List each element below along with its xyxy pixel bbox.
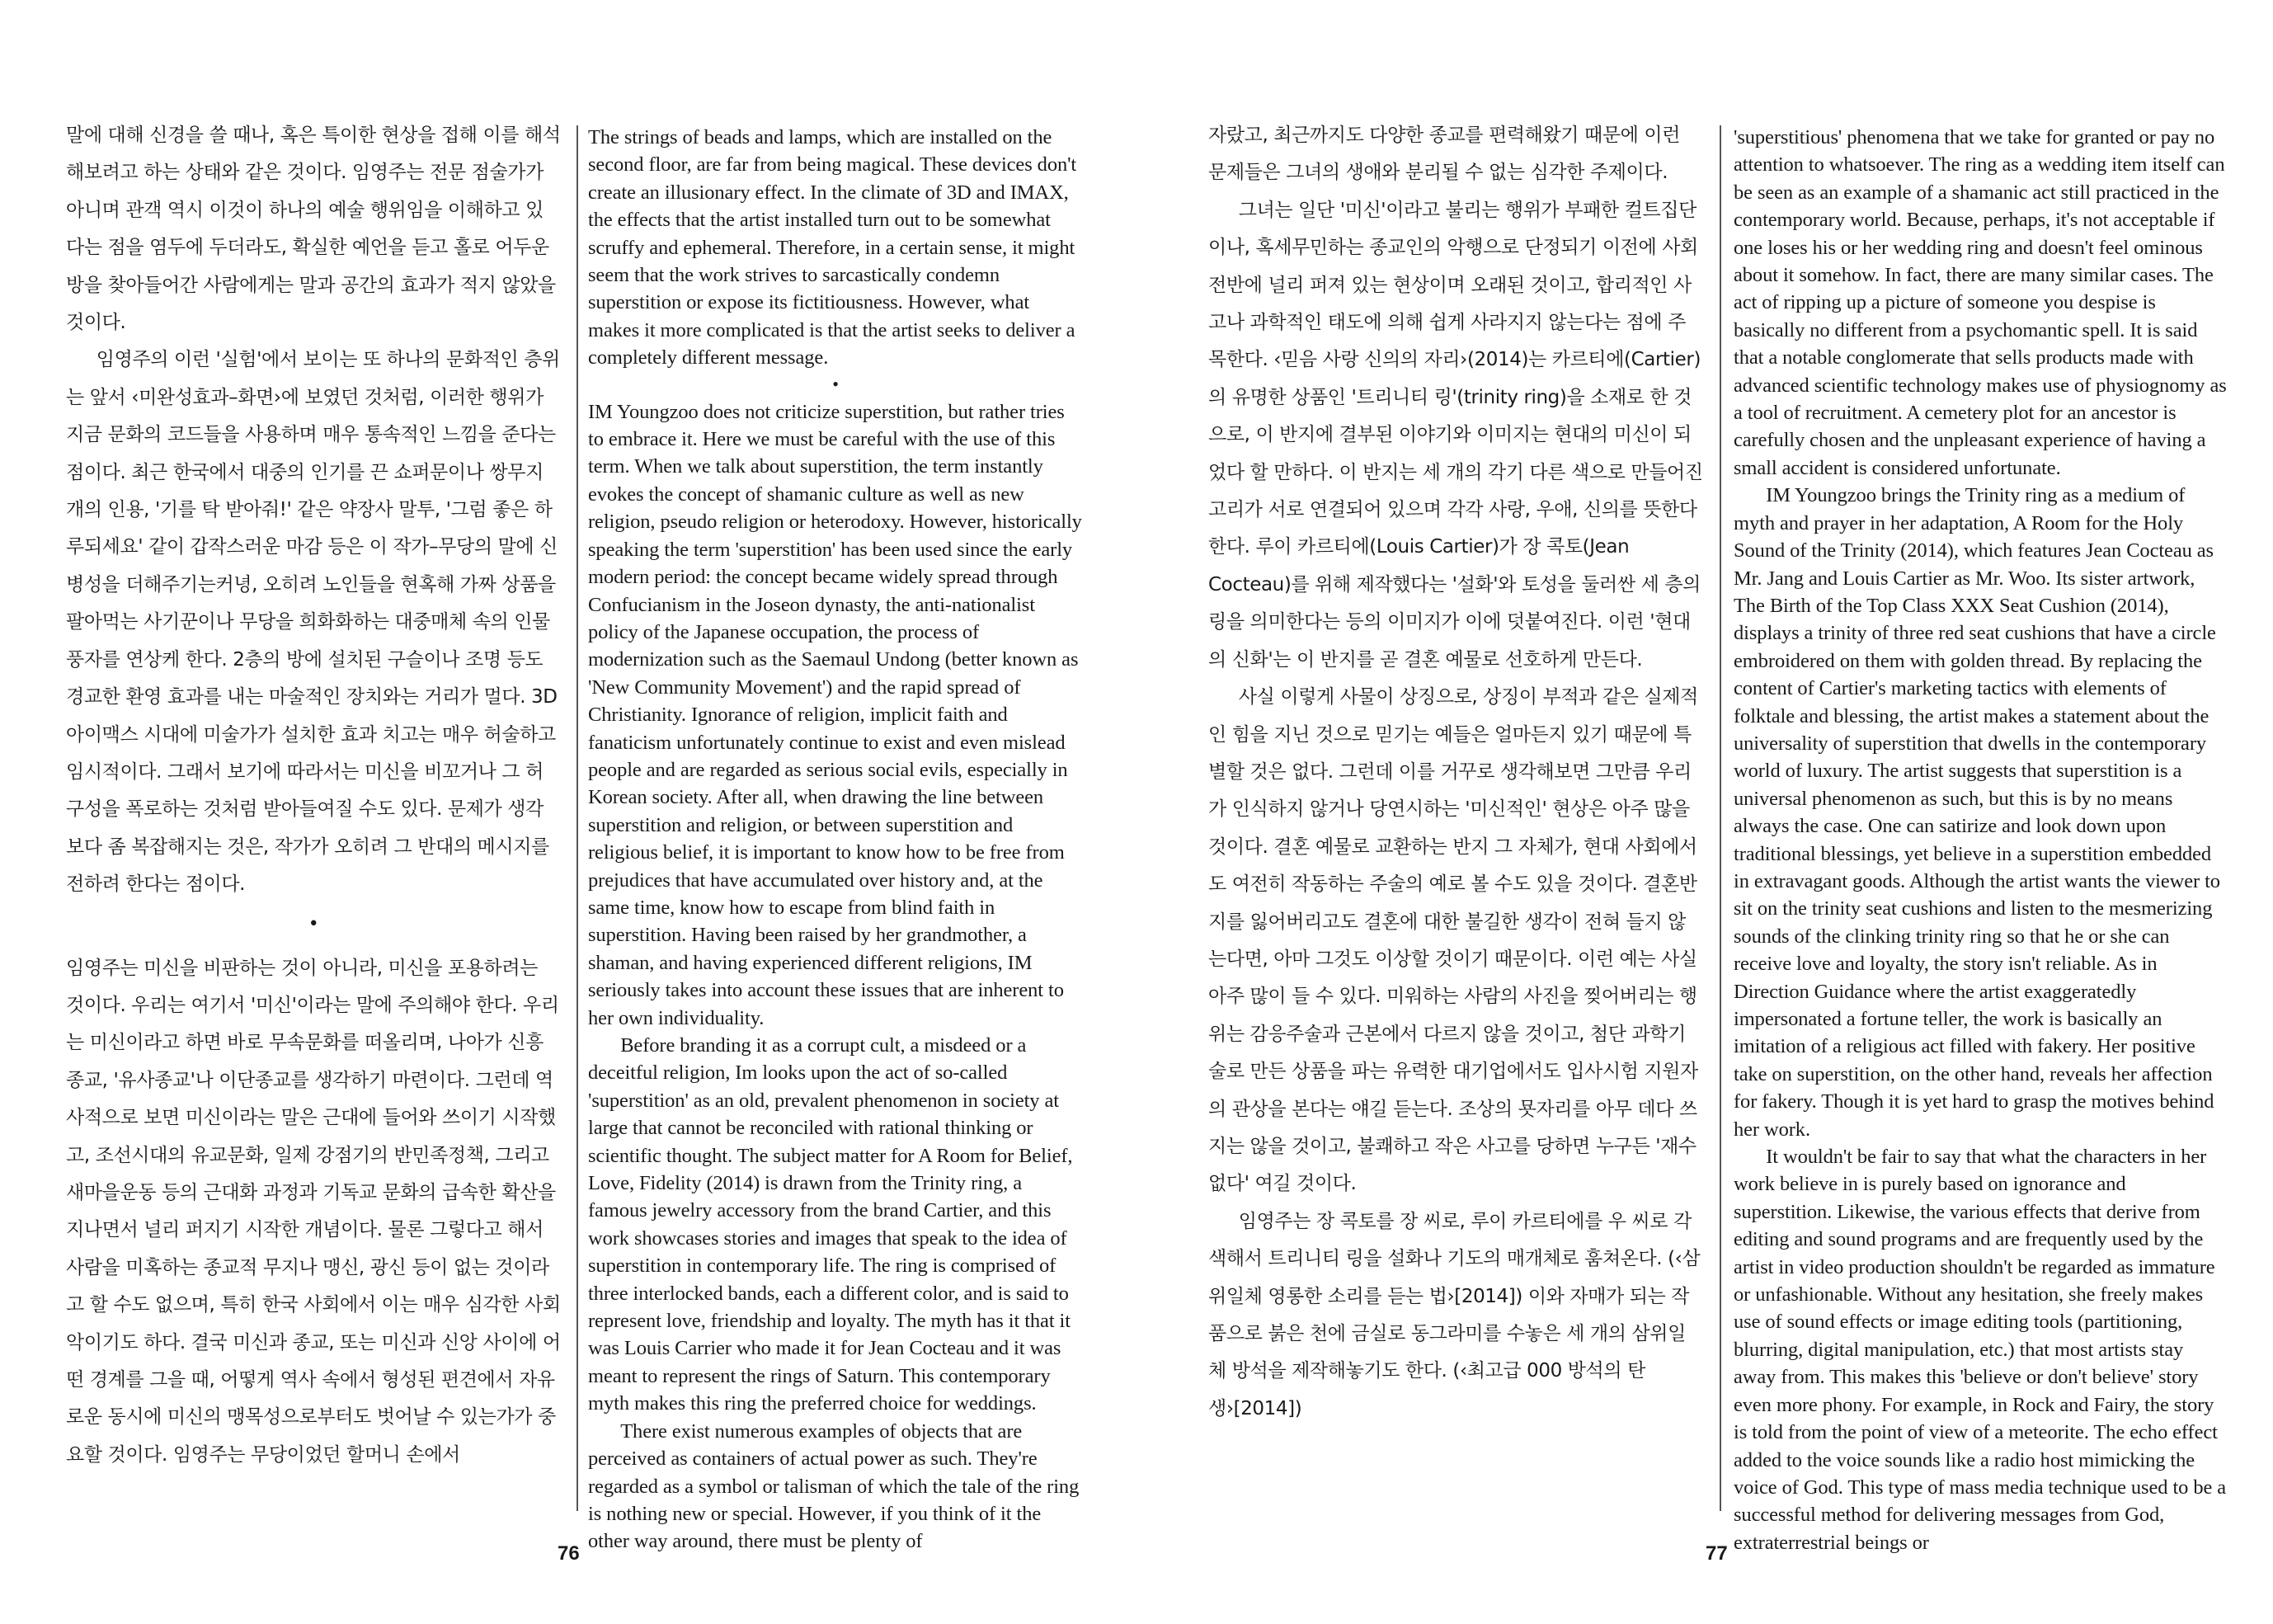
right-column-divider bbox=[1720, 125, 1721, 1511]
korean-paragraph: 사실 이렇게 사물이 상징으로, 상징이 부적과 같은 실제적인 힘을 지닌 것으로 믿기는 예들은 얼마든지 있기 때문에 특별할 것은 없다. 그런데 이를 거꾸로 생각해보면 그만큼 우리가 인식하지 않거나 당연시하는 '미신적인' 현상은 아주 많을 것이다. 결혼 예물로 교환하는 반지 그 자체가, 현대 사회에서도 여전히 작동하는 주술의 예로 볼 수도 있을 것이다. 결혼반지를 잃어버리고도 결혼에 대한 불길한 생각이 전혀 들지 않는다면, 아마 그것도 이상할 것이기 때문이다. 이런 예는 사실 아주 많이 들 수 있다. 미워하는 사람의 사진을 찢어버리는 행위는 감응주술과 근본에서 다르지 않을 것이고, 첨단 과학기술로 만든 상품을 파는 유력한 대기업에서도 입사시험 지원자의 관상을 본다는 얘길 듣는다. 조상의 묫자리를 아무 데다 쓰지는 않을 것이고, 불쾌하고 작은 사고를 당하면 누구든 '재수 없다' 여길 것이다. bbox=[1208, 686, 1698, 1195]
page-number-right: 77 bbox=[1706, 1542, 1728, 1565]
section-separator: • bbox=[832, 373, 839, 394]
page-number-left: 76 bbox=[558, 1542, 580, 1565]
english-paragraph: There exist numerous examples of objects that are perceived as containers of actual power as such. They're regarded as a symbol or talisman of which the tale of the ring is nothing new or special. However, if you think of it the other way around, there must be plenty of bbox=[588, 1419, 1080, 1553]
right-english-column bbox=[1734, 124, 2228, 1575]
left-english-column bbox=[588, 124, 1083, 1575]
right-korean-column bbox=[1208, 117, 1703, 1593]
korean-paragraph: 말에 대해 신경을 쓸 때나, 혹은 특이한 현상을 접해 이를 해석해보려고 하는 상태와 같은 것이다. 임영주는 전문 점술가가 아니며 관객 역시 이것이 하나의 예술 행위임을 이해하고 있다는 점을 염두에 두더라도, 확실한 예언을 듣고 홀로 어두운 방을 찾아들어간 사람에게는 말과 공간의 효과가 적지 않았을 것이다. bbox=[66, 125, 561, 334]
english-paragraph: IM Youngzoo does not criticize superstition, but rather tries to embrace it. Here we must be careful with the use of this term. When we talk about superstition, the term instantly evokes the concept of shamanic culture as well as new religion, pseudo religion or heterodoxy. However, historically speaking the term 'superstition' has been used since the early modern period: the concept became widely spread through Confucianism in the Joseon dynasty, the anti-nationalist policy of the Japanese occupation, the process of modernization such as the Saemaul Undong (better known as 'New Community Movement') and the rapid spread of Christianity. Ignorance of religion, implicit faith and fanaticism unfortunately continue to exist and even mislead people and are regarded as serious social evils, especially in Korean society. After all, when drawing the line between superstition and religion, or between superstition and religious belief, it is important to know how to be free from prejudices that have accumulated over history and, at the same time, know how to escape from blind faith in superstition. Having been raised by her grandmother, a shaman, and having experienced different religions, IM seriously takes into account these issues that are inherent to her own individuality. bbox=[588, 400, 1082, 1029]
korean-paragraph: 임영주는 장 콕토를 장 씨로, 루이 카르티에를 우 씨로 각색해서 트리니티 링을 설화나 기도의 매개체로 훔쳐온다. (‹삼위일체 영롱한 소리를 듣는 법›[2014]) 이와 자매가 되는 작품으로 붉은 천에 금실로 동그라미를 수놓은 세 개의 삼위일체 방석을 제작해놓기도 한다. (‹최고급 000 방석의 탄생›[2014]) bbox=[1208, 1210, 1701, 1419]
korean-paragraph: 임영주는 미신을 비판하는 것이 아니라, 미신을 포용하려는 것이다. 우리는 여기서 '미신'이라는 말에 주의해야 한다. 우리는 미신이라고 하면 바로 무속문화를 떠올리며, 나아가 신흥종교, '유사종교'나 이단종교를 생각하기 마련이다. 그런데 역사적으로 보면 미신이라는 말은 근대에 들어와 쓰이기 시작했고, 조선시대의 유교문화, 일제 강점기의 반민족정책, 그리고 새마을운동 등의 근대화 과정과 기독교 문화의 급속한 확산을 지나면서 널리 퍼지기 시작한 개념이다. 물론 그렇다고 해서 사람을 미혹하는 종교적 무지나 맹신, 광신 등이 없는 것이라고 할 수도 없으며, 특히 한국 사회에서 이는 매우 심각한 사회악이기도 하다. 결국 미신과 종교, 또는 미신과 신앙 사이에 어떤 경계를 그을 때, 어떻게 역사 속에서 형성된 편견에서 자유로운 동시에 미신의 맹목성으로부터도 벗어날 수 있는가가 중요할 것이다. 임영주는 무당이었던 할머니 손에서 bbox=[66, 957, 561, 1466]
left-column-divider bbox=[576, 125, 578, 1511]
english-paragraph: 'superstitious' phenomena that we take for granted or pay no attention to whatsoever. The ring as a wedding item itself can be seen as an example of a shamanic act still practiced in the contemporary world. Because, perhaps, it's not acceptable if one loses his or her wedding ring and doesn't feel ominous about it somehow. In fact, there are many similar cases. The act of ripping up a picture of someone you despise is basically no different from a psychomantic spell. It is said that a notable conglomerate that sells products made with advanced scientific technology makes use of physiognomy as a tool of recruitment. A cemetery plot for an ancestor is carefully chosen and the unpleasant experience of having a small accident is considered unfortunate. bbox=[1734, 126, 2227, 479]
korean-paragraph: 자랐고, 최근까지도 다양한 종교를 편력해왔기 때문에 이런 문제들은 그녀의 생애와 분리될 수 없는 심각한 주제이다. bbox=[1208, 125, 1681, 184]
english-paragraph: The strings of beads and lamps, which are installed on the second floor, are far from being magical. These devices don't create an illusionary effect. In the climate of 3D and IMAX, the effects that the artist installed turn out to be somewhat scruffy and ephemeral. Therefore, in a certain sense, it might seem that the work strives to sarcastically condemn superstition or expose its fictitiousness. However, what makes it more complicated is that the artist seeks to deliver a completely different message. bbox=[588, 126, 1077, 370]
korean-paragraph: 그녀는 일단 '미신'이라고 불리는 행위가 부패한 컬트집단이나, 혹세무민하는 종교인의 악행으로 단정되기 이전에 사회 전반에 널리 퍼져 있는 현상이며 오래된 것이고, 합리적인 사고나 과학적인 태도에 의해 쉽게 사라지지 않는다는 점에 주목한다. ‹믿음 사랑 신의의 자리›(2014)는 카르티에(Cartier)의 유명한 상품인 '트리니티 링'(trinity ring)을 소재로 한 것으로, 이 반지에 결부된 이야기와 이미지는 현대의 미신이 되었다 할 만하다. 이 반지는 세 개의 각기 다른 색으로 만들어진 고리가 서로 연결되어 있으며 각각 사랑, 우애, 신의를 뜻한다 한다. 루이 카르티에(Louis Cartier)가 장 콕토(Jean Cocteau)를 위해 제작했다는 '설화'와 토성을 둘러싼 세 층의 링을 의미한다는 등의 이미지가 이에 덧붙여진다. 이런 '현대의 신화'는 이 반지를 곧 결혼 예물로 선호하게 만든다. bbox=[1208, 199, 1703, 671]
section-separator: • bbox=[308, 913, 319, 934]
english-paragraph: Before branding it as a corrupt cult, a misdeed or a deceitful religion, Im looks upon the act of so-called 'superstition' as an old, prevalent phenomenon in society at large that cannot be reconciled with rational thinking or scientific thought. The subject matter for A Room for Belief, Love, Fidelity (2014) is drawn from the Trinity ring, a famous jewelry accessory from the brand Cartier, and this work showcases stories and images that speak to the idea of superstition in contemporary life. The ring is comprised of three interlocked bands, each a different color, and is said to represent love, friendship and loyalty. The myth has it that it was Louis Carrier who made it for Jean Cocteau and it was meant to represent the rings of Saturn. This contemporary myth makes this ring the preferred choice for weddings. bbox=[588, 1034, 1073, 1415]
english-paragraph: It wouldn't be fair to say that what the characters in her work believe in is purely based on ignorance and superstition. Likewise, the various effects that derive from editing and sound programs and are frequently used by the artist in video production shouldn't be regarded as immature or unfashionable. Without any hesitation, she freely makes use of sound effects or image editing tools (partitioning, blurring, digital manipulation, etc.) that most artists stay away from. This makes this 'believe or don't believe' story even more phony. For example, in Rock and Fairy, the story is told from the point of view of a meteorite. The echo effect added to the voice sounds like a radio host mimicking the voice of God. This type of mass media technique used to be a successful method for delivering messages from God, extraterrestrial beings or bbox=[1734, 1146, 2227, 1554]
left-korean-column bbox=[66, 117, 561, 1593]
english-paragraph: IM Youngzoo brings the Trinity ring as a medium of myth and prayer in her adaptation, A Room for the Holy Sound of the Trinity (2014), which features Jean Cocteau as Mr. Jang and Louis Cartier as Mr. Woo. Its sister artwork, The Birth of the Top Class XXX Seat Cushion (2014), displays a trinity of three red seat cushions that have a circle embroidered on them with golden thread. By replacing the content of Cartier's marketing tactics with elements of folktale and blessing, the artist makes a statement about the universality of superstition that dwells in the contemporary world of luxury. The artist suggests that superstition is a universal phenomenon as such, but this is by no means always the case. One can satirize and look down upon traditional blessings, yet believe in a superstition embedded in extravagant goods. Although the artist wants the viewer to sit on the trinity seat cushions and listen to the mesmerizing sounds of the clinking trinity ring so that he or she can receive love and loyalty, the story isn't reliable. As in Direction Guidance where the artist exaggeratedly impersonated a fortune teller, the work is basically an imitation of a religious act filled with fakery. Her positive take on superstition, on the other hand, reveals her affection for fakery. Though it is yet hard to grasp the motives behind her work. bbox=[1734, 484, 2220, 1141]
korean-paragraph: 임영주의 이런 '실험'에서 보이는 또 하나의 문화적인 층위는 앞서 ‹미완성효과–화면›에 보였던 것처럼, 이러한 행위가 지금 문화의 코드들을 사용하며 매우 통속적인 느낌을 준다는 점이다. 최근 한국에서 대중의 인기를 끈 쇼퍼문이나 쌍무지개의 인용, '기를 탁 받아줘!' 같은 약장사 말투, '그럼 좋은 하루되세요' 같이 갑작스러운 마감 등은 이 작가–무당의 말에 신병성을 더해주기는커녕, 오히려 노인들을 현혹해 가짜 상품을 팔아먹는 사기꾼이나 무당을 희화화하는 대중매체 속의 인물 풍자를 연상케 한다. 2층의 방에 설치된 구슬이나 조명 등도 경교한 환영 효과를 내는 마술적인 장치와는 거리가 멀다. 3D 아이맥스 시대에 미술가가 설치한 효과 치고는 매우 허술하고 임시적이다. 그래서 보기에 따라서는 미신을 비꼬거나 그 허구성을 폭로하는 것처럼 받아들여질 수도 있다. 문제가 생각보다 좀 복잡해지는 것은, 작가가 오히려 그 반대의 메시지를 전하려 한다는 점이다. bbox=[66, 349, 560, 896]
